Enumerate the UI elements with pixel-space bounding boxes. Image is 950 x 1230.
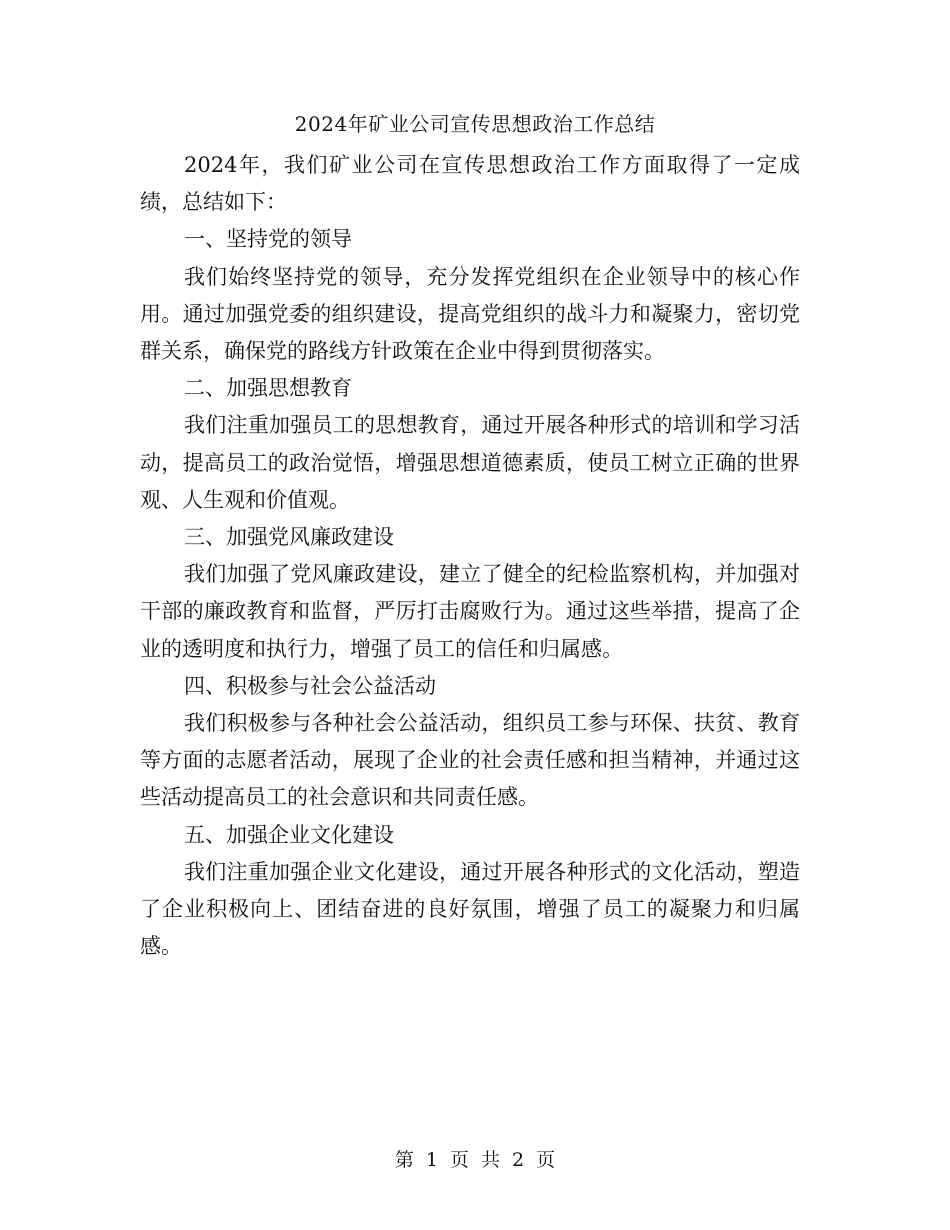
section-heading: 五、加强企业文化建设 — [184, 822, 394, 847]
section-heading: 二、加强思想教育 — [184, 376, 352, 401]
section-paragraph: 我们始终坚持党的领导，充分发挥党组织在企业领导中的核心作用。通过加强党委的组织建设，提高党组织的战斗力和凝聚力，密切党群关系，确保党的路线方针政策在企业中得到贯彻落实。 — [140, 264, 800, 364]
document-body — [140, 147, 800, 965]
section-paragraph: 我们注重加强员工的思想教育，通过开展各种形式的培训和学习活动，提高员工的政治觉悟，增强思想道德素质，使员工树立正确的世界观、人生观和价值观。 — [140, 413, 800, 512]
section-paragraph: 我们注重加强企业文化建设，通过开展各种形式的文化活动，塑造了企业积极向上、团结奋进的良好氛围，增强了员工的凝聚力和归属感。 — [140, 859, 800, 959]
section-paragraph: 我们加强了党风廉政建设，建立了健全的纪检监察机构，并加强对干部的廉政教育和监督，严厉打击腐败行为。通过这些举措，提高了企业的透明度和执行力，增强了员工的信任和归属感。 — [140, 562, 800, 661]
page-number-footer: 第 1 页 共 2 页 — [394, 1149, 556, 1171]
section-paragraph: 我们积极参与各种社会公益活动，组织员工参与环保、扶贫、教育等方面的志愿者活动，展现了企业的社会责任感和担当精神，并通过这些活动提高员工的社会意识和共同责任感。 — [140, 711, 800, 810]
section-heading: 四、积极参与社会公益活动 — [184, 673, 436, 698]
intro-paragraph: 2024年，我们矿业公司在宣传思想政治工作方面取得了一定成绩，总结如下： — [140, 153, 800, 215]
section-heading: 一、坚持党的领导 — [184, 227, 352, 252]
document-title: 2024年矿业公司宣传思想政治工作总结 — [294, 112, 656, 136]
section-heading: 三、加强党风廉政建设 — [184, 525, 394, 550]
